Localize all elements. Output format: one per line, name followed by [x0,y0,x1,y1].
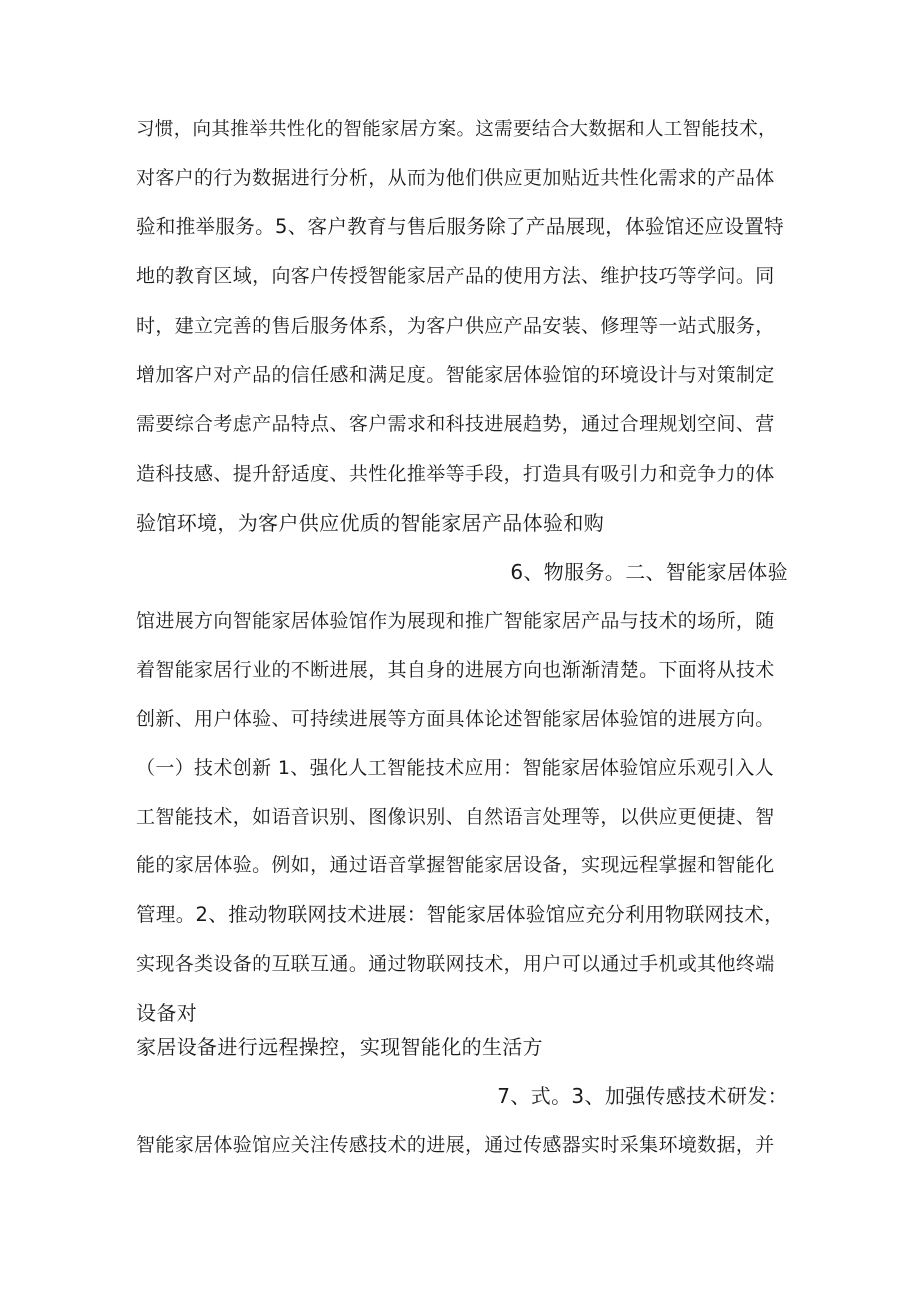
paragraph-line: 需要综合考虑产品特点、客户需求和科技进展趋势，通过合理规划空间、营 [136,413,775,435]
paragraph-line: 时，建立完善的售后服务体系，为客户供应产品安装、修理等一站式服务， [136,315,775,337]
paragraph-line: 管理。2、推动物联网技术进展：智能家居体验馆应充分利用物联网技术， [136,903,784,926]
section-number-line: 7、式。3、加强传感技术研发： [497,1084,788,1108]
paragraph-line: 实现各类设备的互联互通。通过物联网技术，用户可以通过手机或其他终端 [136,953,775,975]
paragraph-line: 地的教育区域，向客户传授智能家居产品的使用方法、维护技巧等学问。同 [136,265,775,287]
paragraph-line: 创新、用户体验、可持续进展等方面具体论述智能家居体验馆的进展方向。 [136,708,775,730]
paragraph-line: 工智能技术，如语音识别、图像识别、自然语言处理等，以供应更便捷、智 [136,806,775,828]
paragraph-line: 对客户的行为数据进行分析，从而为他们供应更加贴近共性化需求的产品体 [136,167,775,189]
paragraph-line: 增加客户对产品的信任感和满足度。智能家居体验馆的环境设计与对策制定 [136,364,775,386]
paragraph-line: 馆进展方向智能家居体验馆作为展现和推广智能家居产品与技术的场所，随 [136,610,775,632]
paragraph-line: 验馆环境，为客户供应优质的智能家居产品体验和购 [136,511,605,535]
section-number-line: 6、物服务。二、智能家居体验 [510,560,788,584]
paragraph-line: 着智能家居行业的不断进展，其自身的进展方向也渐渐清楚。下面将从技术 [136,659,775,681]
paragraph-line: 智能家居体验馆应关注传感技术的进展，通过传感器实时采集环境数据，并 [136,1134,775,1156]
paragraph-line: 习惯，向其推举共性化的智能家居方案。这需要结合大数据和人工智能技术， [136,119,777,140]
paragraph-line: （一）技术创新 1、强化人工智能技术应用：智能家居体验馆应乐观引入人 [136,757,775,779]
paragraph-line: 造科技感、提升舒适度、共性化推举等手段，打造具有吸引力和竞争力的体 [136,463,775,485]
paragraph-line: 能的家居体验。例如，通过语音掌握智能家居设备，实现远程掌握和智能化 [136,854,775,876]
paragraph-line: 家居设备进行远程操控，实现智能化的生活方 [136,1035,543,1059]
paragraph-line: 验和推举服务。5、客户教育与售后服务除了产品展现，体验馆还应设置特 [136,215,784,238]
paragraph-line: 设备对 [136,1001,198,1025]
